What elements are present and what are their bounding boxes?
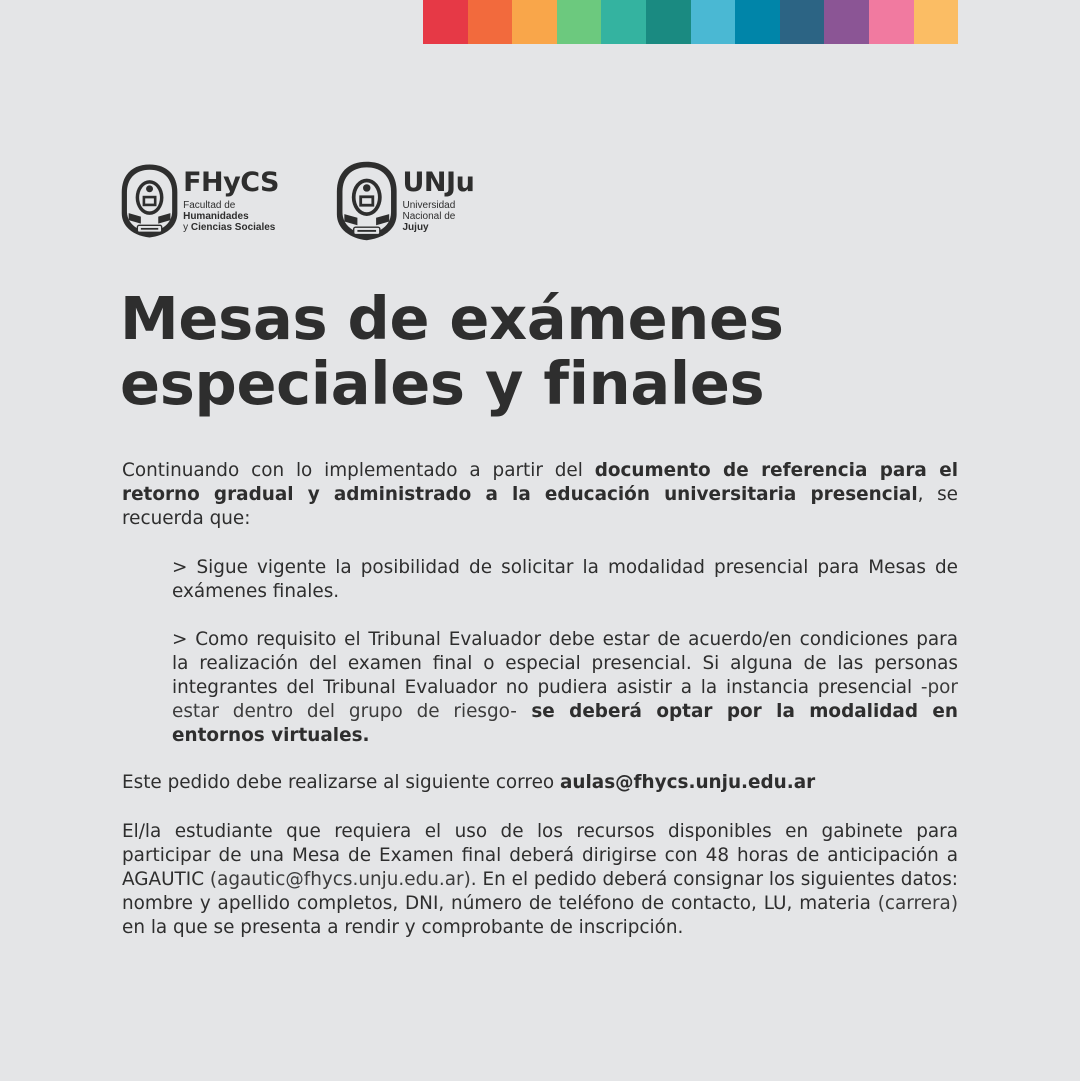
bullet-2-bold-text: se deberá optar por la modalidad en entornos virtuales. (172, 701, 958, 746)
email-paragraph (122, 771, 958, 795)
title-line-1: Mesas de exámenes (120, 284, 784, 353)
fhycs-sub2-bold: Ciencias Sociales (190, 222, 276, 233)
university-seal-icon (120, 157, 179, 245)
color-swatch (423, 0, 468, 44)
color-strip (423, 0, 958, 44)
gabinete-paragraph (122, 820, 958, 940)
color-swatch (557, 0, 602, 44)
fhycs-logo-name: FHyCS (183, 167, 279, 198)
unju-sub-line1: Universidad (402, 200, 456, 211)
gabinete-parenthetical: (carrera) (877, 893, 958, 914)
bullet-item-2 (172, 628, 958, 748)
gabinete-text-1: El/la estudiante que requiera el uso de los recursos disponibles en gabinete para participar de una Mesa de Examen final deberá dirigirse con 48 horas de anticipación a AGAUTIC (122, 821, 958, 890)
gabinete-text-2: . En el pedido deberá consignar los siguientes datos: nombre y apellido completos, DNI, número de teléfono de contacto, LU, materia (122, 869, 958, 914)
university-seal-icon (335, 157, 399, 245)
color-swatch (780, 0, 825, 44)
fhycs-sub-bold: Humanidades (183, 211, 249, 222)
bullet-1-text: > Sigue vigente la posibilidad de solicitar la modalidad presencial para Mesas de exámenes finales. (172, 557, 958, 602)
color-swatch (601, 0, 646, 44)
intro-paragraph (122, 459, 958, 531)
unju-sub2-prefix: Nacional de (402, 211, 456, 222)
email-paragraph-text: Este pedido debe realizarse al siguiente correo (122, 772, 560, 793)
unju-logo-name: UNJu (402, 167, 475, 198)
fhycs-sub-prefix: Facultad de (183, 200, 236, 211)
color-swatch (691, 0, 736, 44)
bullet-2-parenthetical: -por estar dentro del grupo de riesgo- (172, 677, 958, 722)
color-swatch (869, 0, 914, 44)
contact-email[interactable]: aulas@fhycs.unju.edu.ar (560, 772, 816, 793)
color-swatch (646, 0, 691, 44)
unju-sub2-bold: Jujuy (402, 222, 429, 233)
bullet-2-text: > Como requisito el Tribunal Evaluador debe estar de acuerdo/en condiciones para la realización del examen final o especial presencial. Si alguna de las personas integrantes del Tribunal Evaluador no pudiera asistir a la instancia presencial (172, 629, 958, 698)
color-swatch (735, 0, 780, 44)
color-swatch (512, 0, 557, 44)
intro-text-end: , se recuerda que: (122, 484, 958, 529)
title-line-2: especiales y finales (120, 349, 765, 418)
color-swatch (824, 0, 869, 44)
fhycs-sub2-prefix: y (183, 222, 191, 233)
intro-bold-text: documento de referencia para el retorno gradual y administrado a la educación universitaria presencial (122, 460, 958, 505)
intro-text: Continuando con lo implementado a partir del (122, 460, 595, 481)
fhycs-logo (120, 157, 288, 245)
color-swatch (914, 0, 959, 44)
gabinete-text-3: en la que se presenta a rendir y comprobante de inscripción. (122, 917, 684, 938)
page-title (120, 286, 960, 416)
agautic-email[interactable]: (agautic@fhycs.unju.edu.ar) (209, 869, 471, 890)
bullet-item-1 (172, 556, 958, 604)
color-swatch (468, 0, 513, 44)
unju-logo (335, 157, 479, 245)
